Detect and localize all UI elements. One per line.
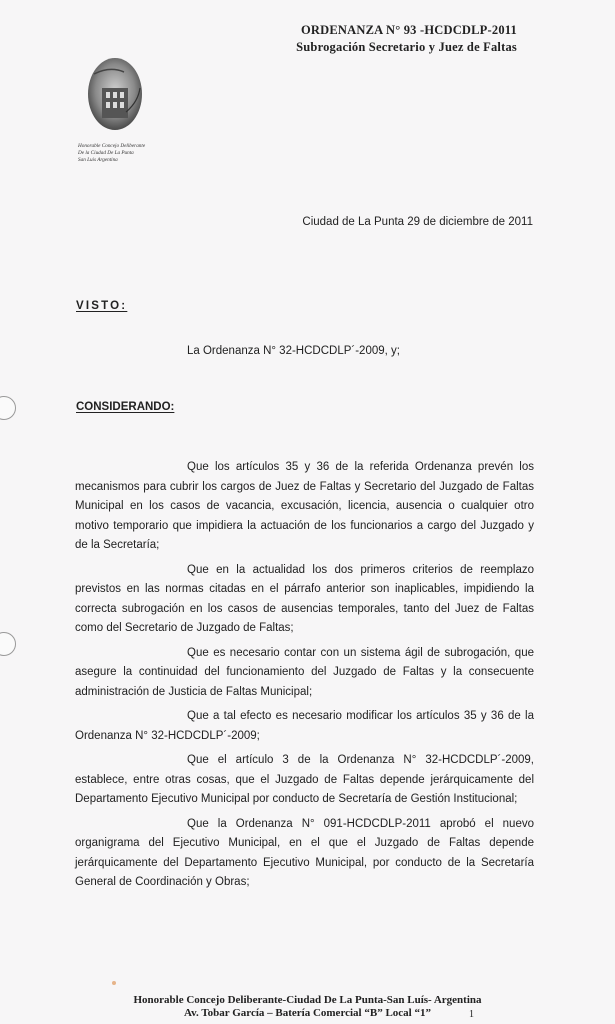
considerando-paragraph: Que a tal efecto es necesario modificar los artículos 35 y 36 de la Ordenanza N° 32-HCDCDLP´-2009; [75, 710, 534, 742]
visto-heading: VISTO: [76, 300, 128, 312]
document-footer [0, 994, 615, 1020]
logo-caption-line: San Luis Argentina [78, 157, 118, 163]
considerando-body [75, 458, 534, 898]
visto-body: La Ordenanza N° 32-HCDCDLP´-2009, y; [187, 345, 400, 357]
punch-hole [0, 396, 16, 420]
considerando-paragraph: Que en la actualidad los dos primeros criterios de reemplazo previstos en las normas citadas en el párrafo anterior son inaplicables, impidiendo la correcta subrogación en los casos de ausencias temporales, tanto del Juez de Faltas como del Secretario de Juzgado de Faltas; [75, 563, 534, 634]
ordinance-subject: Subrogación Secretario y Juez de Faltas [296, 40, 517, 54]
ordinance-number: ORDENANZA N° 93 -HCDCDLP-2011 [300, 23, 517, 37]
footer-line: Honorable Concejo Deliberante-Ciudad De La Punta-San Luís- Argentina [133, 994, 482, 1006]
logo-caption-line: De la Ciudad De La Punta [78, 150, 134, 156]
page-number: 1 [469, 1009, 474, 1020]
considerando-heading: CONSIDERANDO: [76, 401, 175, 413]
date-line: Ciudad de La Punta 29 de diciembre de 2011 [302, 216, 533, 228]
considerando-paragraph: Que el artículo 3 de la Ordenanza N° 32-HCDCDLP´-2009, establece, entre otras cosas, que el Juzgado de Faltas depende jerárquicamente del Departamento Ejecutivo Municipal por conducto de Secretaría de Gestión Institucional; [75, 754, 534, 805]
footer-line: Av. Tobar García – Batería Comercial “B” Local “1” [184, 1007, 431, 1019]
council-logo [80, 52, 150, 147]
punch-hole [0, 632, 16, 656]
considerando-paragraph: Que la Ordenanza N° 091-HCDCDLP-2011 aprobó el nuevo organigrama del Ejecutivo Municipal, en el que el Juzgado de Faltas depende jerárquicamente del Departamento Ejecutivo Municipal, por conducto de la Secretaría General de Coordinación y Obras; [75, 817, 534, 888]
document-header [0, 22, 517, 56]
logo-caption [78, 143, 158, 164]
paper-speck [112, 981, 116, 985]
considerando-paragraph: Que los artículos 35 y 36 de la referida Ordenanza prevén los mecanismos para cubrir los cargos de Juez de Faltas y Secretario del Juzgado de Faltas Municipal en los casos de vacancia, excusación, licencia, ausencia o cualquier otro motivo temporario que impidiera la actuación de los funcionarios a cargo del Juzgado y de la Secretaría; [75, 461, 534, 551]
considerando-paragraph: Que es necesario contar con un sistema ágil de subrogación, que asegure la continuidad del funcionamiento del Juzgado de Faltas y la consecuente administración de Justicia de Faltas Municipal; [75, 646, 534, 698]
logo-caption-line: Honorable Concejo Deliberante [78, 143, 146, 149]
